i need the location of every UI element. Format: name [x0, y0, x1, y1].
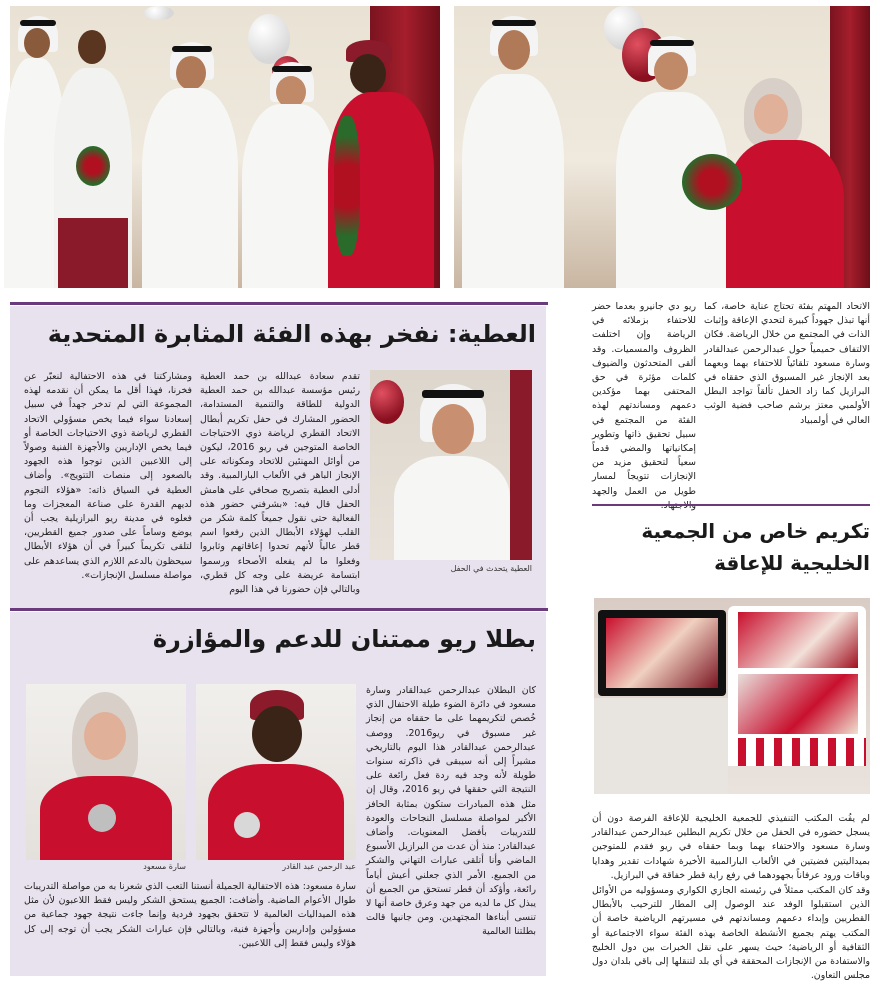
main-article-rule: [10, 302, 548, 305]
side-divider: [592, 504, 870, 506]
cake-photo: [594, 598, 870, 794]
main-article-headline: العطية: نفخر بهذه الفئة المثابرة المتحدية: [47, 320, 536, 348]
attiyah-portrait: [370, 370, 532, 560]
abdulrahman-portrait: [196, 684, 356, 860]
side-headline-line2: الخليجية للإعاقة: [714, 551, 870, 575]
abdulrahman-caption: عبد الرحمن عبد القادر: [282, 862, 356, 871]
ceremony-photo-men: [10, 6, 440, 288]
attiyah-caption: العطية يتحدث في الحفل: [450, 564, 532, 573]
top-article-column-a: الاتحاد المهتم بفئة تحتاج عناية خاصة، كما أنها تبذل جهوداً كبيرة لتحدي الإعاقة وإثبات الذات في المجتمع من خلال الرياضة. فكان الالتفاف حميمياً حول عبدالرحمن عبدالقادر وسارة مسعود تلقائياً للاحتفاء بهما وبعهما بعد الإنجاز غير المسبوق الذي حققاه في البرازيل كما زاد الحفل تألقاً تواجد البطل الأولمبي معتز برشم صاحب فضية الوثب العالي في أولمبياد: [704, 301, 870, 426]
side-paragraph-2: وقد كان المكتب ممثلاً في رئيسته الجازي الكواري ومسؤوليه من الأوائل الذين استقبلوا الوفد عند الوصول إلى المطار للترحيب بالأبطال القطريين وإبداء دعمهم ومساندتهم في مسيرتهم الرياضية خاصة أن المكتب يهتم بجميع الأنشطة الخاصة بهذه الفئة سواء الاجتماعية أو الثقافية أو الرياضية؛ حيث يسهر على نقل الخبرات بين دول الخليج والاستفادة من الإنجازات المحققة في أي بلد لتنقلها إلى باقي بلدان دول مجلس التعاون.: [592, 885, 870, 982]
bottom-article-rule: [10, 608, 548, 611]
side-headline-line1: تكريم خاص من الجمعية: [641, 519, 870, 543]
sara-caption: سارة مسعود: [143, 862, 186, 871]
bottom-article-column-right: كان البطلان عبدالرحمن عبدالقادر وسارة مسعود في دائرة الضوء طيلة الاحتفال الذي خُصص لتكريمهما على ما حققاه من إنجاز غير مسبوق في ريو2016. ووصف عبدالرحمن عبدالقادر هذا اليوم بالتاريخي مشيراً إلى أنه سيبقى في ذاكرته سنوات طويلة لأنه وجد فيه ردة فعل رائعة على النتيجة التي حققها في ريو 2016، وقال إن مثل هذه المبادرات ستكون بمثابة الحافز الأكبر لمواصلة مسلسل النجاحات والعودة للتدريبات بأفضل المعنويات. وأضاف عبدالقادر: منذ أن عدت من البرازيل الأسبوع الماضي وأنا أتلقى عبارات التهاني والشكر من الجميع. الأمر الذي جعلني أعيش أياماً رائعة، وأؤكد أن قطر تستحق من الجميع أن يبذل كل ما لديه من جهد وعرق خاصة أنها لا تنسى أبناءها المجتهدين. ومن جانبها قالت بطلتنا العالمية: [366, 685, 537, 938]
side-paragraph-1: لم يفُت المكتب التنفيذي للجمعية الخليجية للإعاقة الفرصة دون أن يسجل حضوره في الحفل من خلال تكريم البطلين عبدالرحمن عبدالقادر وسارة مسعود والاحتفاء بهما وبما حققاه في ريو فقدم للمتوجين بميداليتين فضيتين في الألعاب البارالمبية الأخيرة شهادات تقدير وهدايا وباقات ورود عرفاناً بجهودهما في رفع راية قطر خفاقة في البرازيل.: [592, 813, 870, 881]
main-article-column-right: تقدم سعادة عبدالله بن حمد العطية رئيس مؤسسة عبدالله بن حمد العطية الدولية للطاقة والتنمية المستدامة، الحضور المشارك في حفل تكريم أبطال الاتحاد القطري لرياضة ذوي الاحتياجات الخاصة المتوجين في ريو 2016، ليكون من أوائل المهنئين للاتحاد ومكوناته على الإنجاز الباهر في الألعاب البارالمبية. وقد أدلى العطية بتصريح صحافي على هامش الحفل قال فيه: «بشرفني حضور هذه الفعالية حتى نقول جميعاً كلمة شكر من القلب لهؤلاء الأبطال الذين رفعوا اسم قطر عالياً لأنهم تحدوا إعاقاتهم وثابروا وفعلوا ما لم يفعله الأصحاء ورسموا ابتسامة عريضة على وجه كل قطري، وبالتالي فإن حضورنا في هذا اليوم: [200, 371, 360, 596]
bottom-article-column-left: سارة مسعود: هذه الاحتفالية الجميلة أنستنا التعب الذي شعرنا به من مواصلة التدريبات طوال الأعوام الماضية. وأضافت: الجميع يستحق الشكر وليس فقط اللاعبون لأن مثل هذه الميداليات العالمية لا تتحقق بجهود فردية وإنما جاءت نتيجة جهود جماعية من مسؤولين وإداريين وأجهزة فنية، وبالتالي فإن عبارات الشكر يجب أن توجه إلى كل هؤلاء وليس فقط إلى اللاعبين.: [24, 881, 356, 949]
bottom-article-headline: بطلا ريو ممتنان للدعم والمؤازرة: [152, 625, 536, 653]
sara-portrait: [26, 684, 186, 860]
top-article-column-b: ريو دي جانيرو بعدما حضر للاحتفاء بزملائه في الرياضة وإن اختلفت الظروف والمسميات. وقد ألقى المتحدثون والضيوف كلمات مؤثرة في حق المحتفى بهما مؤكدين دعمهم ومساندتهم لهذه الفئة من المجتمع في سبيل تحقيق ذاتها وتطوير إمكانياتها والمضي قدماً سعياً لتحقيق مزيد من الإنجازات تتويجاً لمسار طويل من العمل والجهد: [592, 301, 696, 497]
main-article-column-left: ومشاركتنا في هذه الاحتفالية لنعبّر عن فخرنا، فهذا أقل ما يمكن أن نقدمه لهذه المجموعة التي لم تدخر جهداً في سبيل إسعادنا سواء فيما يخص مسؤولي الاتحاد القطري لرياضة ذوي الاحتياجات الخاصة أو فيما يخص الإداريين والأجهزة الفنية وصولاً إلى اللاعبين الذين توجوا هذه الجهود بالصعود إلى منصات التتويج». وأضاف العطية في السياق ذاته: «هؤلاء النجوم لديهم القدرة على صناعة المعجزات وما فعلوه في مدينة ريو البرازيلية يجب أن يوضع وساماً على صدور جميع القطريين، لتلقى تكريماً كبيراً في أن هؤلاء الأبطال سيحظون بالدعم اللازم الذي يساعدهم على مواصلة مسلسل الإنجازات».: [24, 371, 192, 581]
ceremony-photo-woman: [454, 6, 870, 288]
